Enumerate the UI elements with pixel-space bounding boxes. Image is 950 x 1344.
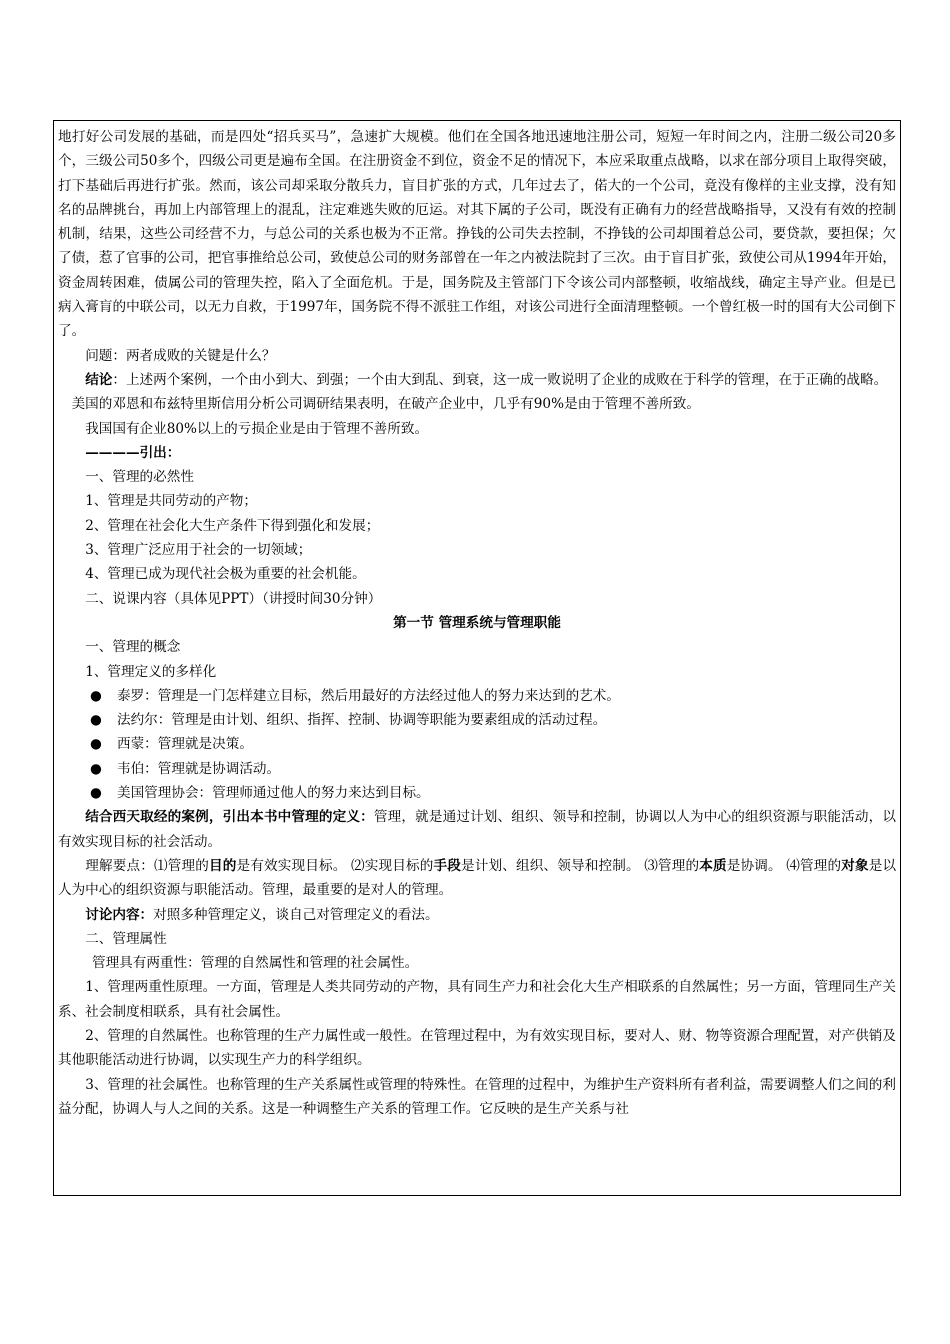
key-points-text: 是协调。 ⑷管理的 bbox=[726, 857, 842, 874]
document-body bbox=[58, 125, 896, 1121]
definition-item bbox=[58, 781, 896, 805]
discussion-label: 讨论内容： bbox=[85, 906, 154, 923]
key-points-text: 是计划、组织、领导和控制。 ⑶管理的 bbox=[460, 857, 700, 874]
key-points-text: 是有效实现目标。 ⑵实现目标的 bbox=[236, 857, 434, 874]
key-point-essence: 本质 bbox=[699, 857, 727, 874]
definition-text: 泰罗：管理是一门怎样建立目标，然后用最好的方法经过他人的努力来达到的艺术。 bbox=[117, 687, 620, 704]
conclusion-text: ：上述两个案例，一个由小到大、到强；一个由大到乱、到衰，这一成一败说明了企业的成败在于科学的管理，在于正确的战略。 bbox=[112, 371, 888, 388]
section-title: 第一节 管理系统与管理职能 bbox=[393, 614, 561, 631]
case-paragraph: 地打好公司发展的基础，而是四处“招兵买马”，急速扩大规模。他们在全国各地迅速地注册公司，短短一年时间之内，注册二级公司20多个，三级公司50多个，四级公司更是遍布全国。在注册资金不到位，资金不足的情况下，本应采取重点战略，以求在部分项目上取得突破，打下基础后再进行扩张。然而，该公司却采取分散兵力，盲目扩张的方式，几年过去了，偌大的一个公司，竟没有像样的主业支撑，没有知名的品牌挑台，再加上内部管理上的混乱，注定难逃失败的厄运。对其下属的子公司，既没有正确有力的经营战略指导，又没有有效的控制机制，结果，这些公司经营不力，与总公司的关系也极为不正常。挣钱的公司失去控制，不挣钱的公司却围着总公司，要贷款，要担保；欠了债，惹了官事的公司，把官事推给总公司，致使总公司的财务部曾在一年之内被法院封了三次。由于盲目扩张，致使公司从1994年开始，资金周转困难，债属公司的管理失控，陷入了全面危机。于是，国务院及主管部门下令该公司内部整顿，收缩战线，确定主导产业。但是已病入膏肓的中联公司，以无力自救，于1997年，国务院不得不派驻工作组，对该公司进行全面清理整顿。一个曾红极一时的国有大公司倒下了。 bbox=[58, 129, 896, 340]
book-definition bbox=[58, 805, 896, 854]
lecture-line: 二、说课内容（具体见PPT）（讲授时间30分钟） bbox=[85, 590, 382, 607]
key-points-text: 是以人为中心的组织资源与职能活动。管理，最重要的是对人的管理。 bbox=[58, 857, 897, 899]
bullet-icon: ● bbox=[90, 785, 102, 802]
question-line: 问题：两者成败的关键是什么？ bbox=[85, 347, 276, 364]
discussion-line bbox=[58, 903, 896, 927]
definition-heading: 1、管理定义的多样化 bbox=[85, 663, 217, 680]
key-point-purpose: 目的 bbox=[208, 857, 237, 874]
definition-text: 美国管理协会：管理师通过他人的努力来达到目标。 bbox=[117, 785, 430, 802]
definition-item bbox=[58, 732, 896, 756]
attributes-paragraph: 2、管理的自然属性。也称管理的生产力属性或一般性。在管理过程中，为有效实现目标，要对人、财、物等资源合理配置，对产供销及其他职能活动进行协调，以实现生产力的科学组织。 bbox=[58, 1027, 896, 1069]
stat-line-cn: 我国国有企业80%以上的亏损企业是由于管理不善所致。 bbox=[85, 420, 429, 437]
concept-heading: 一、管理的概念 bbox=[85, 639, 181, 656]
stat-line-us: 美国的邓恩和布兹特里斯信用分析公司调研结果表明，在破产企业中，几乎有90%是由于管理不善所致。 bbox=[71, 396, 700, 413]
discussion-text: 对照多种管理定义，谈自己对管理定义的看法。 bbox=[153, 906, 439, 923]
key-points-text: 理解要点：⑴管理的 bbox=[85, 857, 209, 874]
lead-line: ————引出： bbox=[85, 444, 181, 461]
attributes-paragraph: 1、管理两重性原理。一方面，管理是人类共同劳动的产物，具有同生产力和社会化大生产相联系的自然属性；另一方面，管理同生产关系、社会制度相联系，具有社会属性。 bbox=[58, 979, 896, 1020]
key-point-means: 手段 bbox=[433, 857, 461, 874]
necessity-item: 1、管理是共同劳动的产物； bbox=[85, 493, 257, 510]
bullet-icon: ● bbox=[90, 760, 102, 777]
book-definition-text: 管理，就是通过计划、组织、领导和控制，协调以人为中心的组织资源与职能活动，以有效实现目标的社会活动。 bbox=[58, 809, 897, 850]
key-points bbox=[58, 854, 896, 903]
necessity-item: 3、管理广泛应用于社会的一切领域； bbox=[85, 542, 312, 559]
definition-item bbox=[58, 708, 896, 732]
definition-text: 韦伯：管理就是协调活动。 bbox=[117, 760, 281, 777]
bullet-icon: ● bbox=[90, 736, 102, 753]
definition-text: 法约尔：管理是由计划、组织、指挥、控制、协调等职能为要素组成的活动过程。 bbox=[117, 712, 607, 729]
book-definition-label: 结合西天取经的案例，引出本书中管理的定义： bbox=[85, 809, 374, 826]
definition-item bbox=[58, 757, 896, 781]
conclusion-label: 结论 bbox=[85, 371, 113, 388]
attributes-heading: 二、管理属性 bbox=[85, 930, 167, 947]
definition-item bbox=[58, 684, 896, 708]
definition-text: 西蒙：管理就是决策。 bbox=[117, 736, 253, 753]
key-point-object: 对象 bbox=[841, 857, 869, 874]
attributes-paragraph: 3、管理的社会属性。也称管理的生产关系属性或管理的特殊性。在管理的过程中，为维护生产资料所有者利益，需要调整人们之间的利益分配，协调人与人之间的关系。这是一种调整生产关系的管理工作。它反映的是生产关系与社 bbox=[58, 1076, 896, 1117]
attributes-intro: 管理具有两重性：管理的自然属性和管理的社会属性。 bbox=[92, 955, 419, 972]
bullet-icon: ● bbox=[90, 712, 102, 729]
document-frame bbox=[53, 120, 901, 1196]
conclusion-paragraph bbox=[58, 368, 896, 392]
necessity-item: 2、管理在社会化大生产条件下得到强化和发展； bbox=[85, 517, 380, 534]
necessity-heading: 一、管理的必然性 bbox=[85, 469, 194, 486]
bullet-icon: ● bbox=[90, 687, 102, 704]
necessity-item: 4、管理已成为现代社会极为重要的社会机能。 bbox=[85, 566, 366, 583]
